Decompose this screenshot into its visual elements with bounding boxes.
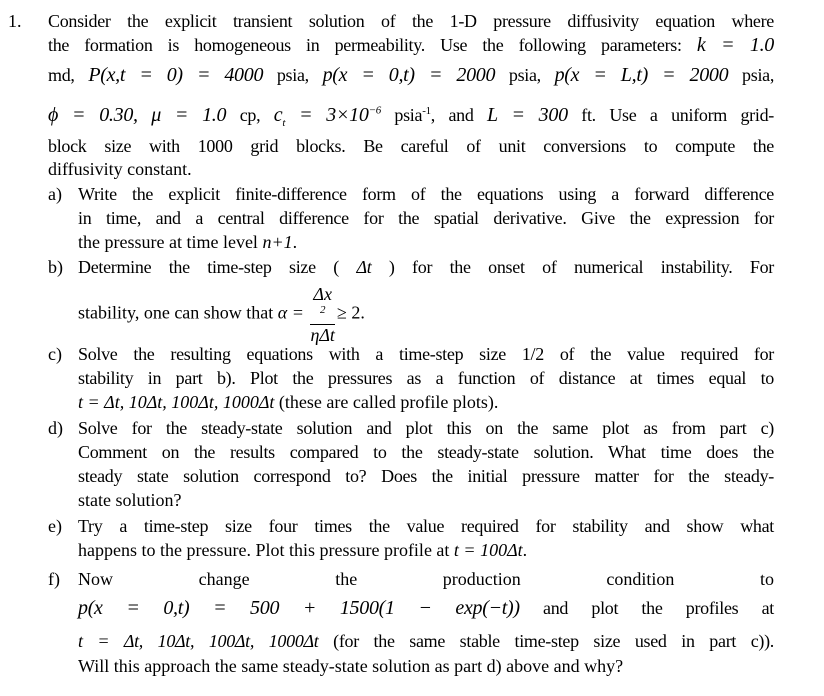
question-line (48, 34, 774, 56)
text: psia, (508, 65, 541, 85)
text: psia, (276, 65, 309, 85)
part-f-line (78, 630, 774, 652)
text: . (292, 232, 298, 252)
part-f-line (78, 597, 774, 619)
fraction (310, 284, 335, 345)
part-d-line: Solve for the steady-state solution and plot this on the same plot as from part c) (78, 418, 774, 438)
part-label: c) (48, 344, 62, 364)
math-alpha: α = (277, 302, 304, 323)
text: cp, (239, 105, 261, 125)
text: , and (430, 105, 474, 125)
question-line: diffusivity constant. (48, 159, 192, 179)
part-label: a) (48, 184, 62, 204)
text: (for the same stable time-step size used in part c)). (333, 631, 775, 651)
text: ≥ 2. (336, 302, 365, 323)
denominator: ηΔt (310, 325, 335, 345)
text: stability, one can show that (78, 302, 274, 323)
text: md, (48, 65, 75, 85)
part-c-line: stability in part b). Plot the pressures as a function of distance at times equal to (78, 368, 774, 388)
part-label: e) (48, 516, 62, 536)
math-dt: Δt (356, 257, 372, 277)
part-label: d) (48, 418, 63, 438)
part-d-line: Comment on the results compared to the steady-state solution. What time does the (78, 442, 774, 462)
exp: −6 (368, 104, 381, 117)
math-production-condition: p(x = 0,t) = 500 + 1500(1 − exp(−t)) (78, 597, 520, 619)
part-d-line: state solution? (78, 490, 182, 510)
part-e-line: Try a time-step size four times the value required for stability and show what (78, 516, 774, 536)
part-a-line: Write the explicit finite-difference form of the equations using a forward difference (78, 184, 774, 204)
part-c-line (78, 391, 498, 413)
part-e-line (78, 539, 527, 561)
part-f-line: Will this approach the same steady-state solution as part d) above and why? (78, 656, 624, 676)
question-line (48, 64, 774, 86)
math: t = 100Δt (453, 540, 523, 560)
math-compressibility (273, 104, 381, 129)
text: (these are called profile plots). (278, 392, 499, 412)
math-viscosity: μ = 1.0 (151, 104, 227, 126)
part-d-line: steady state solution correspond to? Does the initial pressure matter for the steady- (78, 466, 774, 486)
question-line (48, 104, 774, 129)
numerator (310, 284, 335, 325)
c: c (273, 104, 283, 126)
question-line: block size with 1000 grid blocks. Be careful of unit conversions to compute the (48, 136, 774, 156)
math-right-boundary: p(x = L,t) = 2000 (554, 64, 729, 86)
part-a-line: in time, and a central difference for the spatial derivative. Give the expression for (78, 208, 774, 228)
text: the pressure at time level (78, 232, 258, 252)
math-initial-pressure: P(x,t = 0) = 4000 (88, 64, 264, 86)
part-a-line (78, 231, 297, 253)
text: Determine the time-step size ( (78, 257, 339, 277)
text: and plot the profiles at (543, 598, 774, 618)
part-label: b) (48, 257, 63, 277)
part-c-line: Solve the resulting equations with a time-step size 1/2 of the value required for (78, 344, 774, 364)
psia: psia (394, 105, 423, 125)
text: psia, (742, 65, 775, 85)
part-f-line: Now change the production condition to (78, 569, 774, 589)
text: ft. (581, 105, 596, 125)
exp: -1 (422, 105, 431, 117)
dx: Δx (313, 284, 332, 304)
text: . (522, 540, 528, 560)
part-b-line (78, 256, 774, 278)
part-b-line (78, 284, 365, 345)
val: = 3×10 (299, 104, 369, 126)
unit (394, 105, 473, 125)
math-k: k = 1.0 (696, 34, 775, 56)
part-label: f) (48, 569, 60, 589)
text: Use a uniform grid- (609, 105, 774, 125)
exp: 2 (319, 304, 326, 316)
math-porosity: ϕ = 0.30, (48, 104, 138, 126)
math-left-boundary: p(x = 0,t) = 2000 (322, 64, 496, 86)
math-length: L = 300 (487, 104, 568, 126)
text: happens to the pressure. Plot this pressure profile at (78, 540, 450, 560)
sub: t (282, 117, 286, 129)
math: n+1 (262, 232, 293, 252)
math-times: t = Δt, 10Δt, 100Δt, 1000Δt (78, 392, 275, 412)
math-times: t = Δt, 10Δt, 100Δt, 1000Δt (78, 631, 319, 651)
text: the formation is homogeneous in permeability. Use the following parameters: (48, 35, 682, 55)
question-line: Consider the explicit transient solution of the 1-D pressure diffusivity equation where (48, 11, 774, 31)
question-number: 1. (8, 11, 22, 31)
text: ) for the onset of numerical instability. For (388, 257, 775, 277)
